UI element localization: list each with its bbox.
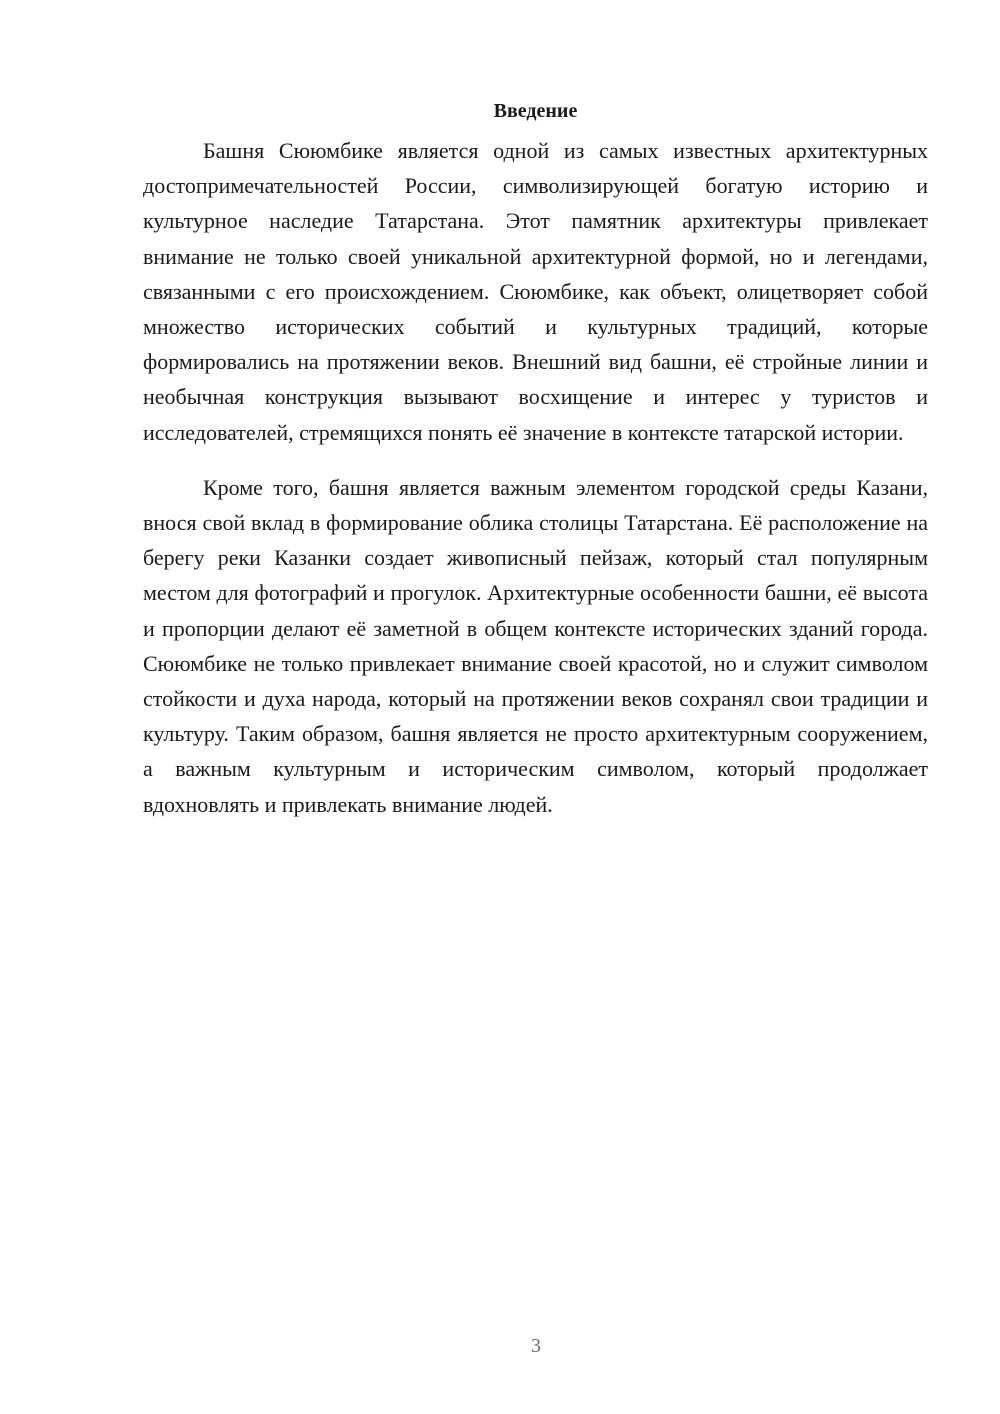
page-content xyxy=(143,97,928,822)
paragraph-1: Башня Сююмбике является одной из самых известных архитектурных достопримечательностей России, символизирующей богатую историю и культурное наследие Татарстана. Этот памятник архитектуры привлекает внимание не только своей уникальной архитектурной формой, но и легендами, связанными с его происхождением. Сююмбике, как объект, олицетворяет собой множество исторических событий и культурных традиций, которые формировались на протяжении веков. Внешний вид башни, её стройные линии и необычная конструкция вызывают восхищение и интерес у туристов и исследователей, стремящихся понять её значение в контексте татарской истории. xyxy=(143,138,928,445)
paragraph-2: Кроме того, башня является важным элементом городской среды Казани, внося свой вклад в формирование облика столицы Татарстана. Её расположение на берегу реки Казанки создает живописный пейзаж, который стал популярным местом для фотографий и прогулок. Архитектурные особенности башни, её высота и пропорции делают её заметной в общем контексте исторических зданий города. Сююмбике не только привлекает внимание своей красотой, но и служит символом стойкости и духа народа, который на протяжении веков сохранял свои традиции и культуру. Таким образом, башня является не просто архитектурным сооружением, а важным культурным и историческим символом, который продолжает вдохновлять и привлекать внимание людей. xyxy=(143,474,928,817)
section-heading: Введение xyxy=(493,100,578,122)
page-number: 3 xyxy=(531,1335,541,1357)
